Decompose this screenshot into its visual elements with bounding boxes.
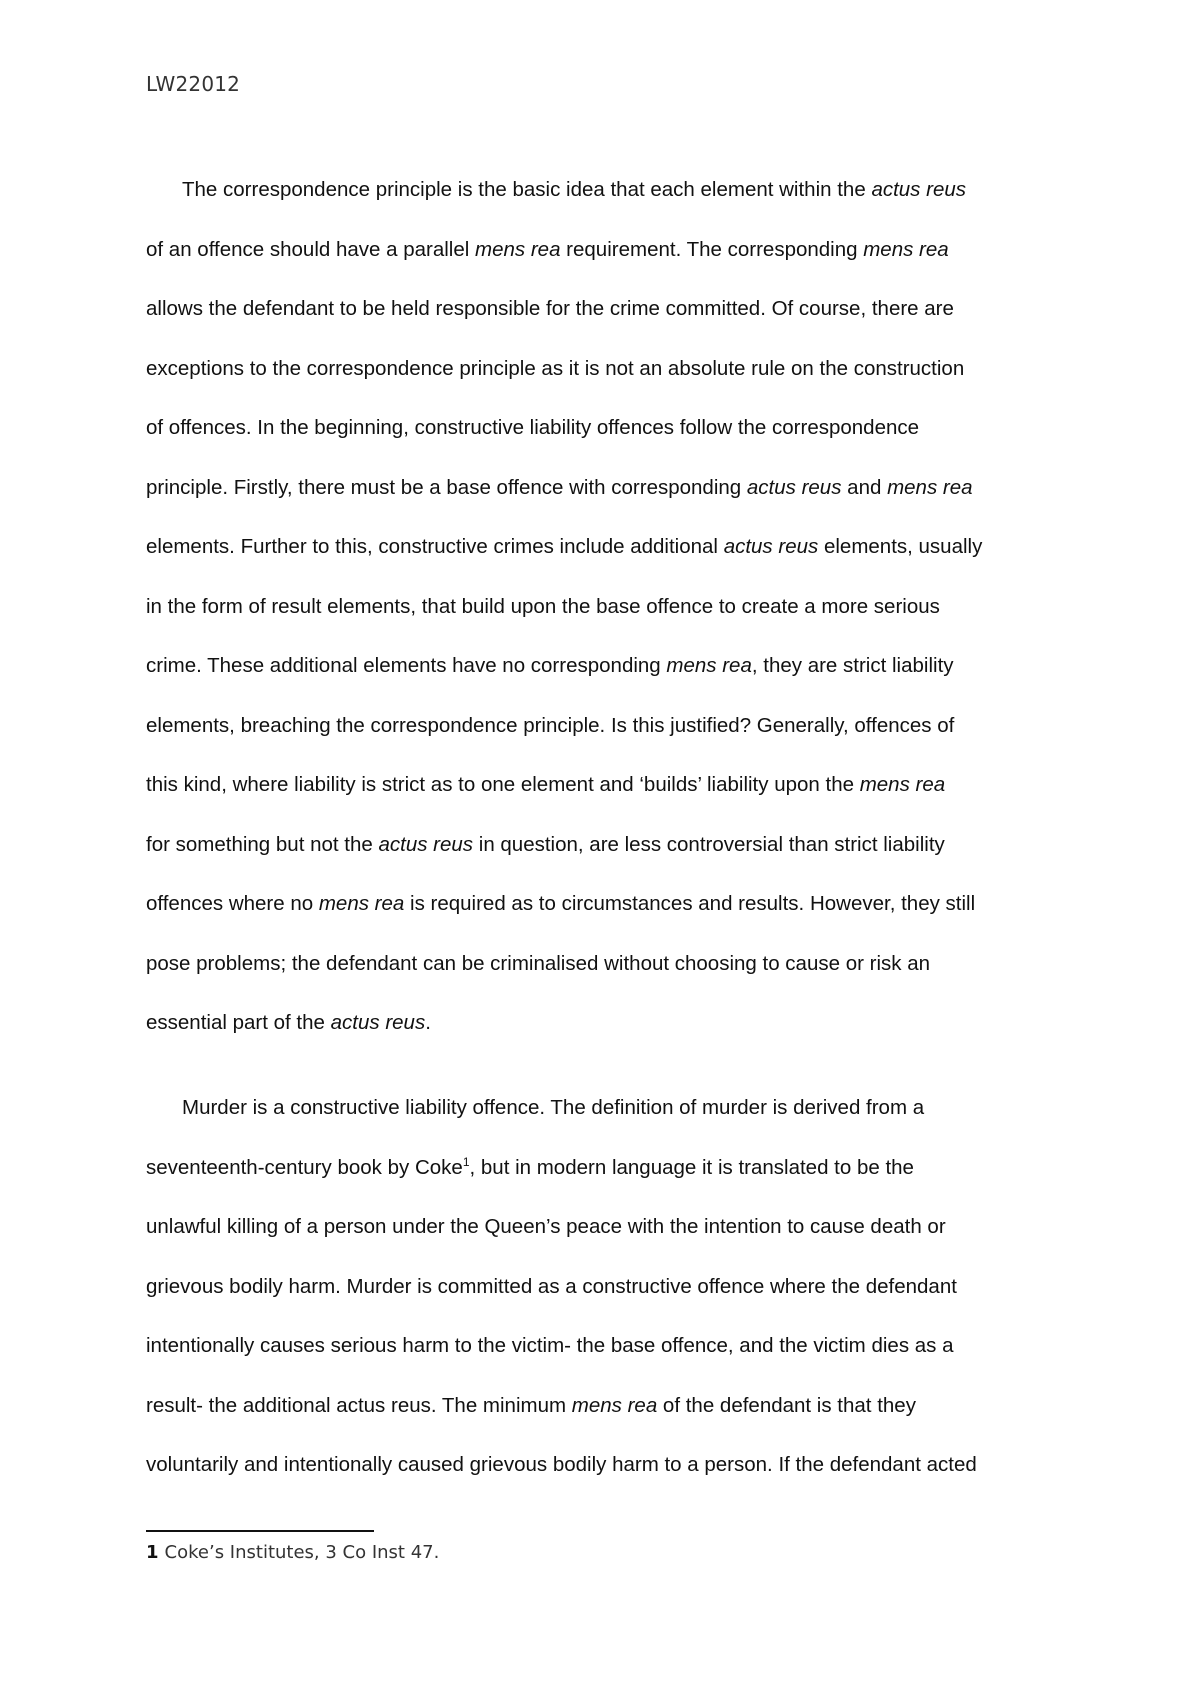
footnote-reference[interactable]: 1 (462, 1154, 470, 1169)
footnote-separator (146, 1530, 374, 1532)
text-line: of an offence should have a parallel mens rea requirement. The corresponding mens rea (146, 237, 949, 261)
text-line: elements. Further to this, constructive crimes include additional actus reus elements, usually (146, 535, 983, 558)
text-line: The correspondence principle is the basic idea that each element within the actus reus (182, 178, 967, 201)
text-line: principle. Firstly, there must be a base offence with corresponding actus reus and mens rea (146, 475, 973, 499)
text-line: allows the defendant to be held responsible for the crime committed. Of course, there are (146, 297, 954, 320)
text-line: for something but not the actus reus in question, are less controversial than strict liability (146, 832, 945, 856)
text-line: Murder is a constructive liability offence. The definition of murder is derived from a (182, 1096, 925, 1119)
footnote-number: 1 (146, 1542, 159, 1563)
text-line: unlawful killing of a person under the Queen’s peace with the intention to cause death or (146, 1215, 946, 1238)
paragraph-correspondence-principle (146, 160, 1066, 1053)
text-line: offences where no mens rea is required as to circumstances and results. However, they still (146, 892, 976, 915)
text-line: result- the additional actus reus. The minimum mens rea of the defendant is that they (146, 1393, 916, 1417)
text-line: in the form of result elements, that build upon the base offence to create a more serious (146, 594, 940, 618)
text-line: exceptions to the correspondence principle as it is not an absolute rule on the construction (146, 356, 965, 380)
text-line: this kind, where liability is strict as to one element and ‘builds’ liability upon the mens rea (146, 773, 946, 796)
text-line: elements, breaching the correspondence principle. Is this justified? Generally, offences of (146, 713, 955, 737)
text-line: seventeenth-century book by Coke$^1$, but in modern language it is translated to be the (146, 1154, 914, 1179)
document-code: LW22012 (146, 72, 241, 96)
text-line: grievous bodily harm. Murder is committed as a constructive offence where the defendant (146, 1274, 957, 1298)
footnote (146, 1542, 439, 1563)
text-line: of offences. In the beginning, constructive liability offences follow the correspondence (146, 416, 920, 439)
text-line: voluntarily and intentionally caused grievous bodily harm to a person. If the defendant acted (146, 1453, 977, 1476)
text-line: crime. These additional elements have no corresponding mens rea, they are strict liability (146, 654, 954, 677)
paragraph-murder (146, 1078, 1066, 1495)
text-line: pose problems; the defendant can be criminalised without choosing to cause or risk an (146, 951, 931, 975)
text-line: essential part of the actus reus. (146, 1011, 431, 1034)
footnote-text: Coke’s Institutes, 3 Co Inst 47. (164, 1542, 440, 1563)
text-line: intentionally causes serious harm to the victim- the base offence, and the victim dies as a (146, 1334, 954, 1357)
